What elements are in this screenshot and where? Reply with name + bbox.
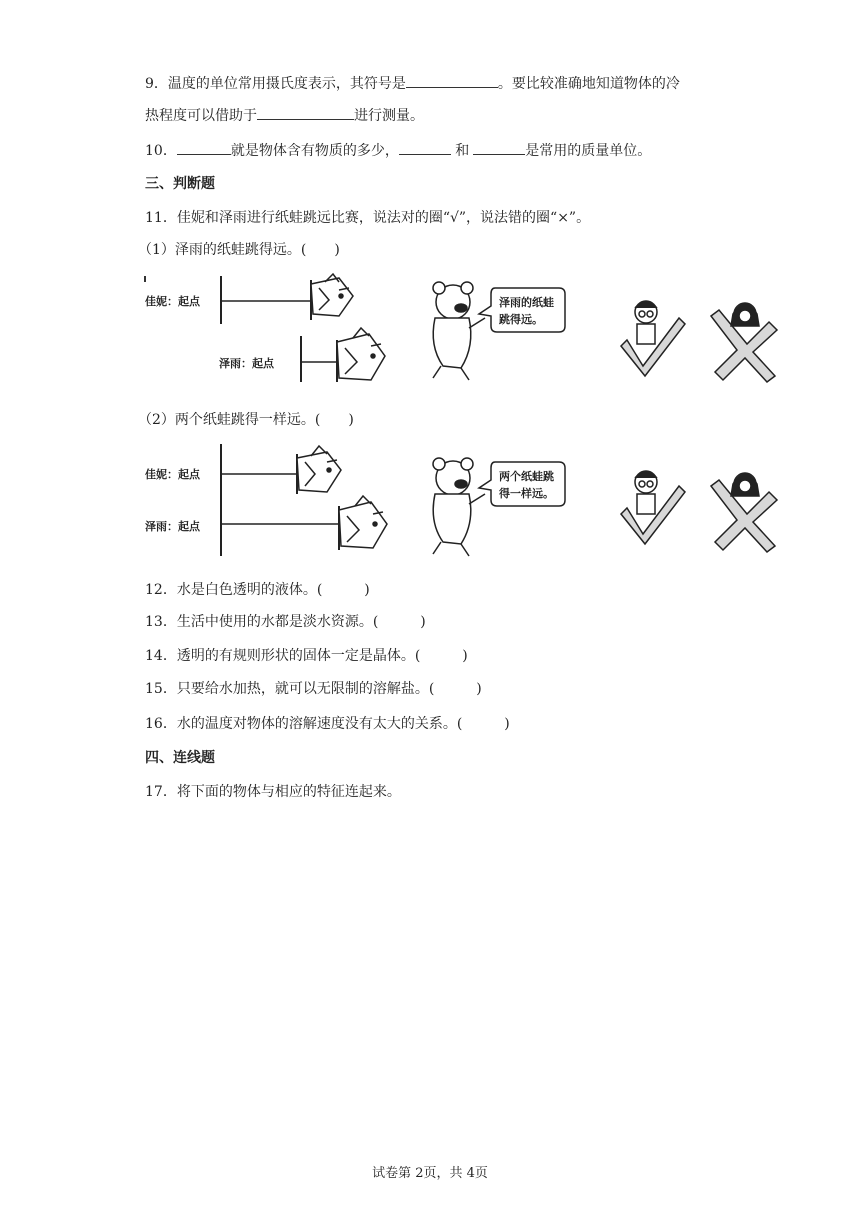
q9-text-b: 。要比较准确地知道物体的冷 xyxy=(497,76,680,92)
q10-text-a: 就是物体含有物质的多少， xyxy=(230,143,399,159)
bubble-text-line-2: 得一样远。 xyxy=(499,487,554,500)
bubble-text-line-1: 泽雨的纸蛙 xyxy=(499,296,554,309)
label-zeyu: 泽雨：起点 xyxy=(145,520,200,533)
question-9-line-2 xyxy=(145,105,424,126)
question-16: 16．水的温度对物体的溶解速度没有太大的关系。( ) xyxy=(145,716,510,732)
bear-character-icon xyxy=(433,458,485,556)
boy-with-check-icon xyxy=(621,471,685,544)
section-heading-matching: 四、连线题 xyxy=(145,750,215,766)
q10-text-b: 和 xyxy=(450,143,470,159)
label-jiani: 佳妮：起点 xyxy=(145,295,200,308)
paper-frog-icon xyxy=(337,328,385,380)
answer-blank[interactable] xyxy=(406,73,498,88)
bubble-text-line-2: 跳得远。 xyxy=(499,313,543,326)
page-footer: 试卷第 2页，共 4页 xyxy=(372,1166,488,1181)
question-11-sub-2: （2）两个纸蛙跳得一样远。( ) xyxy=(138,412,354,428)
answer-blank[interactable] xyxy=(177,140,231,155)
girl-with-cross-icon xyxy=(711,303,777,382)
frog-race-figure-1 xyxy=(143,270,783,388)
label-jiani: 佳妮：起点 xyxy=(145,468,200,481)
question-10 xyxy=(145,140,651,161)
bear-character-icon xyxy=(433,282,485,380)
q9-text-c: 热程度可以借助于 xyxy=(145,108,257,124)
q10-num: 10． xyxy=(145,143,177,159)
q9-text-d: 进行测量。 xyxy=(354,108,424,124)
answer-blank[interactable] xyxy=(399,140,451,155)
bubble-text-line-1: 两个纸蛙跳 xyxy=(499,470,554,483)
girl-with-cross-icon xyxy=(711,473,777,552)
question-15: 15．只要给水加热，就可以无限制的溶解盐。( ) xyxy=(145,681,482,697)
question-11-stem: 11．佳妮和泽雨进行纸蛙跳远比赛，说法对的圈“√”，说法错的圈“×”。 xyxy=(145,210,591,226)
question-12: 12．水是白色透明的液体。( ) xyxy=(145,582,370,598)
answer-blank[interactable] xyxy=(473,140,525,155)
question-11-sub-1: （1）泽雨的纸蛙跳得远。( ) xyxy=(138,242,340,258)
section-heading-judgement: 三、判断题 xyxy=(145,176,215,192)
question-17: 17．将下面的物体与相应的特征连起来。 xyxy=(145,784,401,800)
frog-race-figure-2 xyxy=(143,440,783,558)
q10-text-c: 是常用的质量单位。 xyxy=(525,143,652,159)
label-zeyu: 泽雨：起点 xyxy=(219,357,274,370)
q9-text-a: 9．温度的单位常用摄氏度表示，其符号是 xyxy=(145,76,406,92)
answer-blank[interactable] xyxy=(257,105,354,120)
boy-with-check-icon xyxy=(621,301,685,376)
paper-frog-icon xyxy=(311,274,353,316)
question-13: 13．生活中使用的水都是淡水资源。( ) xyxy=(145,614,426,630)
question-14: 14．透明的有规则形状的固体一定是晶体。( ) xyxy=(145,648,468,664)
paper-frog-icon xyxy=(297,446,341,492)
question-9-line-1 xyxy=(145,73,680,94)
paper-frog-icon xyxy=(339,496,387,548)
